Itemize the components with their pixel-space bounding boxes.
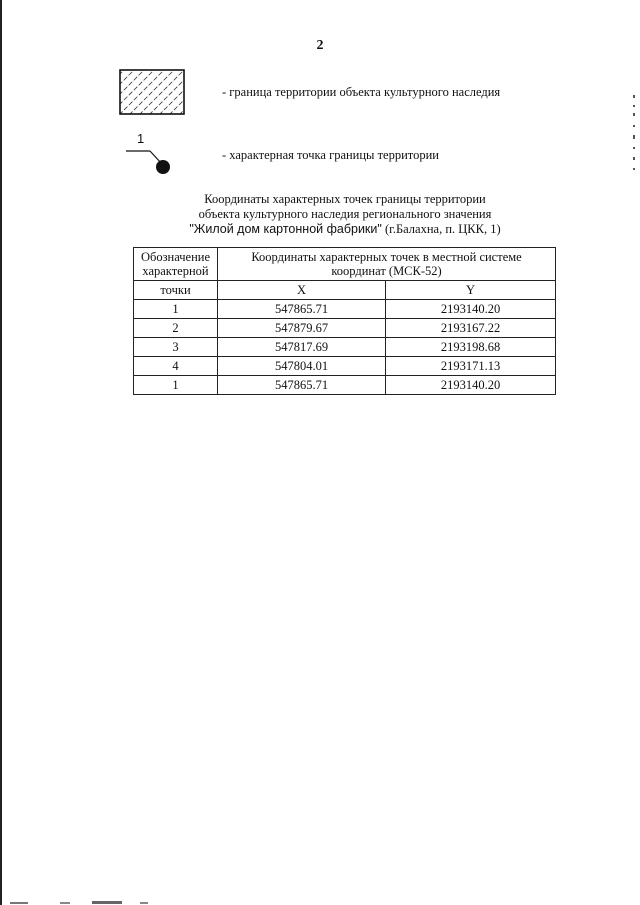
y-column-header: Y	[386, 281, 556, 300]
legend-area-description: - граница территории объекта культурного наследия	[222, 85, 501, 99]
point-id: 1	[134, 300, 218, 319]
x-coordinate: 547865.71	[218, 300, 386, 319]
group-header-line-2: координат (МСК-52)	[331, 264, 442, 278]
boundary-point-marker-icon	[120, 131, 180, 177]
table-row	[134, 376, 556, 395]
point-header-line-2: характерной	[142, 264, 209, 278]
table-row	[134, 319, 556, 338]
heading-object-name: "Жилой дом картонной фабрики"	[189, 222, 382, 236]
scan-edge-marks	[631, 95, 637, 175]
group-header-line-1: Координаты характерных точек в местной системе	[251, 250, 522, 264]
y-coordinate: 2193198.68	[386, 338, 556, 357]
heading-line-2: объекта культурного наследия регионального значения	[198, 207, 492, 221]
page-number: 2	[316, 38, 324, 53]
y-coordinate: 2193167.22	[386, 319, 556, 338]
point-id: 1	[134, 376, 218, 395]
heading-object-address: (г.Балахна, п. ЦКК, 1)	[381, 222, 501, 236]
x-coordinate: 547865.71	[218, 376, 386, 395]
table-row	[134, 338, 556, 357]
hatched-rectangle-icon	[119, 69, 185, 115]
coordinates-group-header	[218, 248, 556, 281]
x-coordinate: 547879.67	[218, 319, 386, 338]
point-header-line-3: точки	[134, 281, 218, 300]
point-designation-header	[134, 248, 218, 281]
scan-left-edge	[0, 0, 2, 905]
coordinates-heading	[0, 192, 640, 237]
legend-point-number: 1	[137, 131, 145, 146]
coordinates-table	[133, 247, 556, 395]
heading-line-1: Координаты характерных точек границы территории	[204, 192, 486, 206]
point-id: 2	[134, 319, 218, 338]
heading-line-3	[0, 222, 640, 237]
y-coordinate: 2193171.13	[386, 357, 556, 376]
point-id: 3	[134, 338, 218, 357]
x-coordinate: 547817.69	[218, 338, 386, 357]
table-row	[134, 357, 556, 376]
y-coordinate: 2193140.20	[386, 300, 556, 319]
x-column-header: X	[218, 281, 386, 300]
legend-point-description: - характерная точка границы территории	[222, 148, 439, 162]
scan-bottom-noise	[0, 899, 640, 905]
x-coordinate: 547804.01	[218, 357, 386, 376]
point-id: 4	[134, 357, 218, 376]
table-row	[134, 300, 556, 319]
point-header-line-1: Обозначение	[140, 250, 211, 264]
y-coordinate: 2193140.20	[386, 376, 556, 395]
